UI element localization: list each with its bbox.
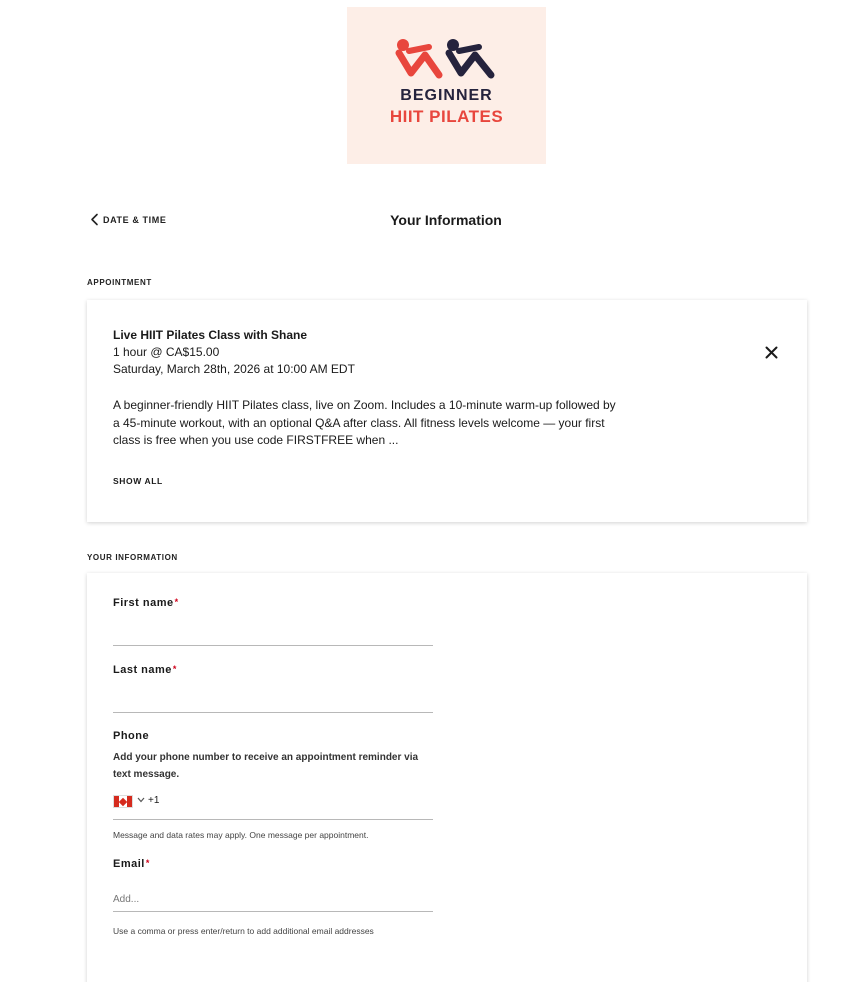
back-button-label: DATE & TIME — [103, 214, 167, 225]
brand-logo — [347, 7, 546, 164]
your-information-card — [87, 573, 807, 982]
appointment-title: Live HIIT Pilates Class with Shane — [113, 328, 308, 342]
email-label — [113, 858, 150, 870]
logo-text-hiit-pilates: HIIT PILATES — [389, 107, 504, 126]
phone-label: Phone — [113, 730, 150, 742]
required-mark: * — [174, 597, 179, 607]
pilates-figures-icon — [395, 37, 499, 83]
last-name-input[interactable] — [113, 689, 433, 713]
first-name-label-text: First name — [113, 597, 174, 609]
appointment-description: A beginner-friendly HIIT Pilates class, live on Zoom. Includes a 10-minute warm-up followed by a 45-minute workout, with an optional Q&A after class. All fitness levels welcome — your first class is free when you use code FIRSTFREE when ... — [113, 398, 616, 447]
required-mark: * — [172, 664, 177, 674]
country-dial-code: +1 — [148, 795, 160, 806]
chevron-down-icon[interactable] — [137, 797, 145, 803]
email-input[interactable] — [113, 888, 433, 912]
logo-text-beginner: BEGINNER — [400, 87, 493, 104]
required-mark: * — [145, 858, 150, 868]
phone-help-text: Add your phone number to receive an appointment reminder via text message. — [113, 752, 419, 780]
first-name-input[interactable] — [113, 622, 433, 646]
close-icon — [765, 346, 778, 359]
show-all-button[interactable]: SHOW ALL — [113, 476, 163, 486]
phone-disclaimer: Message and data rates may apply. One message per appointment. — [113, 830, 369, 840]
first-name-label — [113, 597, 179, 609]
last-name-label — [113, 664, 177, 676]
last-name-label-text: Last name — [113, 664, 172, 676]
appointment-section-label: APPOINTMENT — [87, 278, 152, 287]
appointment-datetime: Saturday, March 28th, 2026 at 10:00 AM EDT — [113, 362, 355, 376]
appointment-duration-price: 1 hour @ CA$15.00 — [113, 345, 220, 359]
email-help-text: Use a comma or press enter/return to add additional email addresses — [113, 926, 374, 936]
phone-field — [113, 793, 433, 820]
remove-appointment-button[interactable] — [765, 346, 778, 364]
email-label-text: Email — [113, 858, 145, 870]
phone-input[interactable] — [165, 795, 433, 809]
your-information-section-label: YOUR INFORMATION — [87, 553, 178, 562]
appointment-card — [87, 300, 807, 522]
page-title: Your Information — [390, 212, 502, 228]
canada-flag-icon[interactable] — [113, 795, 133, 808]
